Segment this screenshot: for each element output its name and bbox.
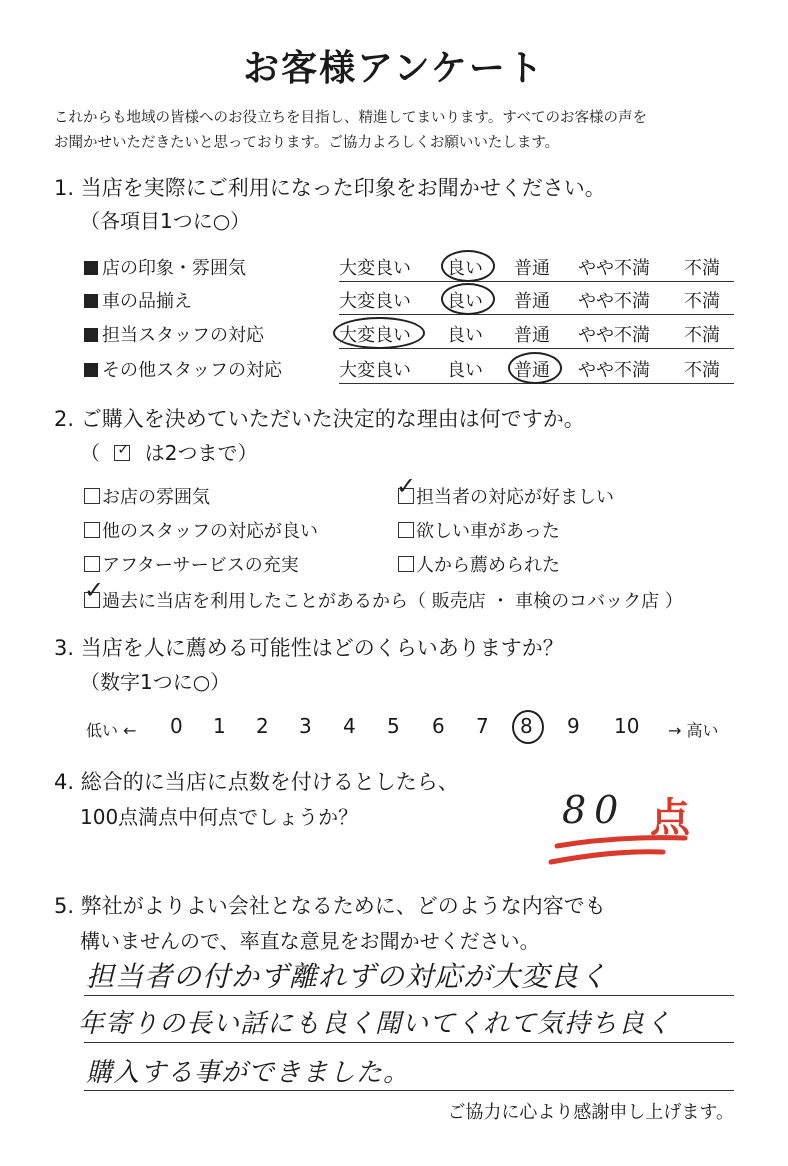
q2-note-close: は2つまで）	[144, 441, 258, 465]
rating-option[interactable]: 良い	[447, 325, 483, 346]
scale-number[interactable]: 0	[170, 714, 183, 738]
rating-item-label: 店の印象・雰囲気	[84, 254, 246, 280]
square-bullet-icon	[84, 363, 98, 377]
rating-option[interactable]: 大変良い	[339, 291, 411, 312]
scale-number[interactable]: 6	[432, 714, 445, 738]
rating-option[interactable]: 普通	[514, 258, 550, 279]
scale-number[interactable]: 9	[567, 714, 580, 738]
choice-recommended[interactable]: 人から薦められた	[398, 551, 560, 577]
rating-option[interactable]: 良い	[447, 360, 483, 381]
scale-number[interactable]: 10	[614, 714, 640, 738]
checkbox-icon[interactable]	[84, 522, 100, 538]
rating-option[interactable]: やや不満	[578, 258, 650, 279]
square-bullet-icon	[84, 328, 98, 342]
selection-circle	[512, 710, 544, 744]
footer-thanks: ご協力に心より感謝申し上げます。	[447, 1102, 734, 1123]
score-underline	[545, 832, 695, 872]
scale-number[interactable]: 1	[213, 714, 226, 738]
checkbox-icon[interactable]	[398, 522, 414, 538]
rating-option[interactable]: やや不満	[578, 360, 650, 381]
rating-option[interactable]: 普通	[514, 291, 550, 312]
score-value: 80	[562, 788, 627, 832]
choice-staff-response[interactable]: 担当者の対応が好ましい	[398, 483, 614, 509]
checkbox-icon[interactable]	[398, 556, 414, 572]
choice-other-staff[interactable]: 他のスタッフの対応が良い	[84, 517, 318, 543]
score-unit: 点	[650, 795, 690, 841]
q4-question-line-1: 4. 総合的に当店に点数を付けるとしたら、	[54, 770, 459, 794]
rating-option[interactable]: やや不満	[578, 325, 650, 346]
rating-option[interactable]: 大変良い	[339, 360, 411, 381]
q1-note: （各項目1つに○）	[80, 209, 251, 233]
intro-line-2: お聞かせいただきたいと思っております。ご協力よろしくお願いいたします。	[54, 135, 560, 151]
scale-number[interactable]: 5	[387, 714, 400, 738]
selection-circle	[441, 250, 495, 282]
rating-option[interactable]: 普通	[514, 325, 550, 346]
page-title: お客様アンケート	[243, 48, 545, 89]
scale-number[interactable]: 2	[256, 714, 269, 738]
rating-row	[84, 250, 734, 282]
comment-line	[84, 1090, 734, 1091]
q5-question-line-1: 5. 弊社がよりよい会社となるために、どのような内容でも	[54, 894, 606, 918]
selection-circle	[508, 352, 562, 384]
rating-item-label: 担当スタッフの対応	[84, 321, 264, 347]
checkmark-icon: ✓	[84, 576, 105, 604]
rating-option[interactable]: 良い	[447, 291, 483, 312]
q1-question: 1. 当店を実際にご利用になった印象をお聞かせください。	[54, 176, 606, 200]
rating-option[interactable]: 大変良い	[339, 258, 411, 279]
rating-row	[84, 352, 734, 384]
comment-answer-line-3: 購入する事ができました。	[86, 1058, 411, 1088]
checkmark-icon: ✓	[396, 472, 417, 500]
checkbox-icon[interactable]	[84, 488, 100, 504]
q3-note: （数字1つに○）	[80, 670, 231, 694]
checkbox-sample-icon: ✓	[114, 445, 130, 461]
choice-after-service[interactable]: アフターサービスの充実	[84, 551, 299, 577]
scale-low-label: 低い ←	[86, 721, 137, 740]
rating-underline	[339, 281, 734, 282]
comment-answer-line-2: 年寄りの長い話にも良く聞いてくれて気持ち良く	[78, 1009, 673, 1039]
rating-option[interactable]: 良い	[447, 258, 483, 279]
comment-line	[84, 995, 734, 996]
rating-option[interactable]: 普通	[514, 360, 550, 381]
choice-past-use[interactable]: 過去に当店を利用したことがあるから（ 販売店 ・ 車検のコバック店 ）	[84, 587, 683, 613]
square-bullet-icon	[84, 294, 98, 308]
rating-item-label: その他スタッフの対応	[84, 356, 282, 382]
q2-question: 2. ご購入を決めていただいた決定的な理由は何ですか。	[54, 407, 585, 431]
q5-question-line-2: 構いませんので、率直な意見をお聞かせください。	[80, 929, 540, 953]
intro-line-1: これからも地域の皆様へのお役立ちを目指し、精進してまいります。すべてのお客様の声を	[54, 110, 648, 126]
rating-underline	[339, 314, 734, 315]
scale-high-label: → 高い	[668, 721, 719, 740]
scale-number[interactable]: 4	[343, 714, 356, 738]
rating-option[interactable]: 不満	[684, 325, 720, 346]
rating-option[interactable]: 不満	[684, 360, 720, 381]
rating-underline	[339, 348, 734, 349]
rating-option[interactable]: 大変良い	[339, 325, 411, 346]
rating-option[interactable]: 不満	[684, 291, 720, 312]
selection-circle	[333, 317, 425, 349]
rating-row	[84, 283, 734, 315]
checkbox-icon[interactable]	[84, 556, 100, 572]
rating-item-label: 車の品揃え	[84, 287, 192, 313]
selection-circle	[441, 283, 495, 315]
q3-question: 3. 当店を人に薦める可能性はどのくらいありますか？	[54, 636, 564, 660]
comment-answer-line-1: 担当者の付かず離れずの対応が大変良く	[86, 960, 609, 993]
comment-line	[84, 1042, 734, 1043]
q2-note-open: （	[80, 441, 100, 465]
q2-note	[80, 437, 257, 466]
rating-row	[84, 317, 734, 349]
scale-number[interactable]: 3	[299, 714, 312, 738]
q4-question-line-2: 100点満点中何点でしょうか？	[80, 805, 359, 829]
scale-number[interactable]: 8	[520, 714, 533, 738]
choice-wanted-car[interactable]: 欲しい車があった	[398, 517, 560, 543]
scale-number[interactable]: 7	[476, 714, 489, 738]
choice-store-atmosphere[interactable]: お店の雰囲気	[84, 483, 210, 509]
square-bullet-icon	[84, 261, 98, 275]
rating-option[interactable]: やや不満	[578, 291, 650, 312]
rating-option[interactable]: 不満	[684, 258, 720, 279]
